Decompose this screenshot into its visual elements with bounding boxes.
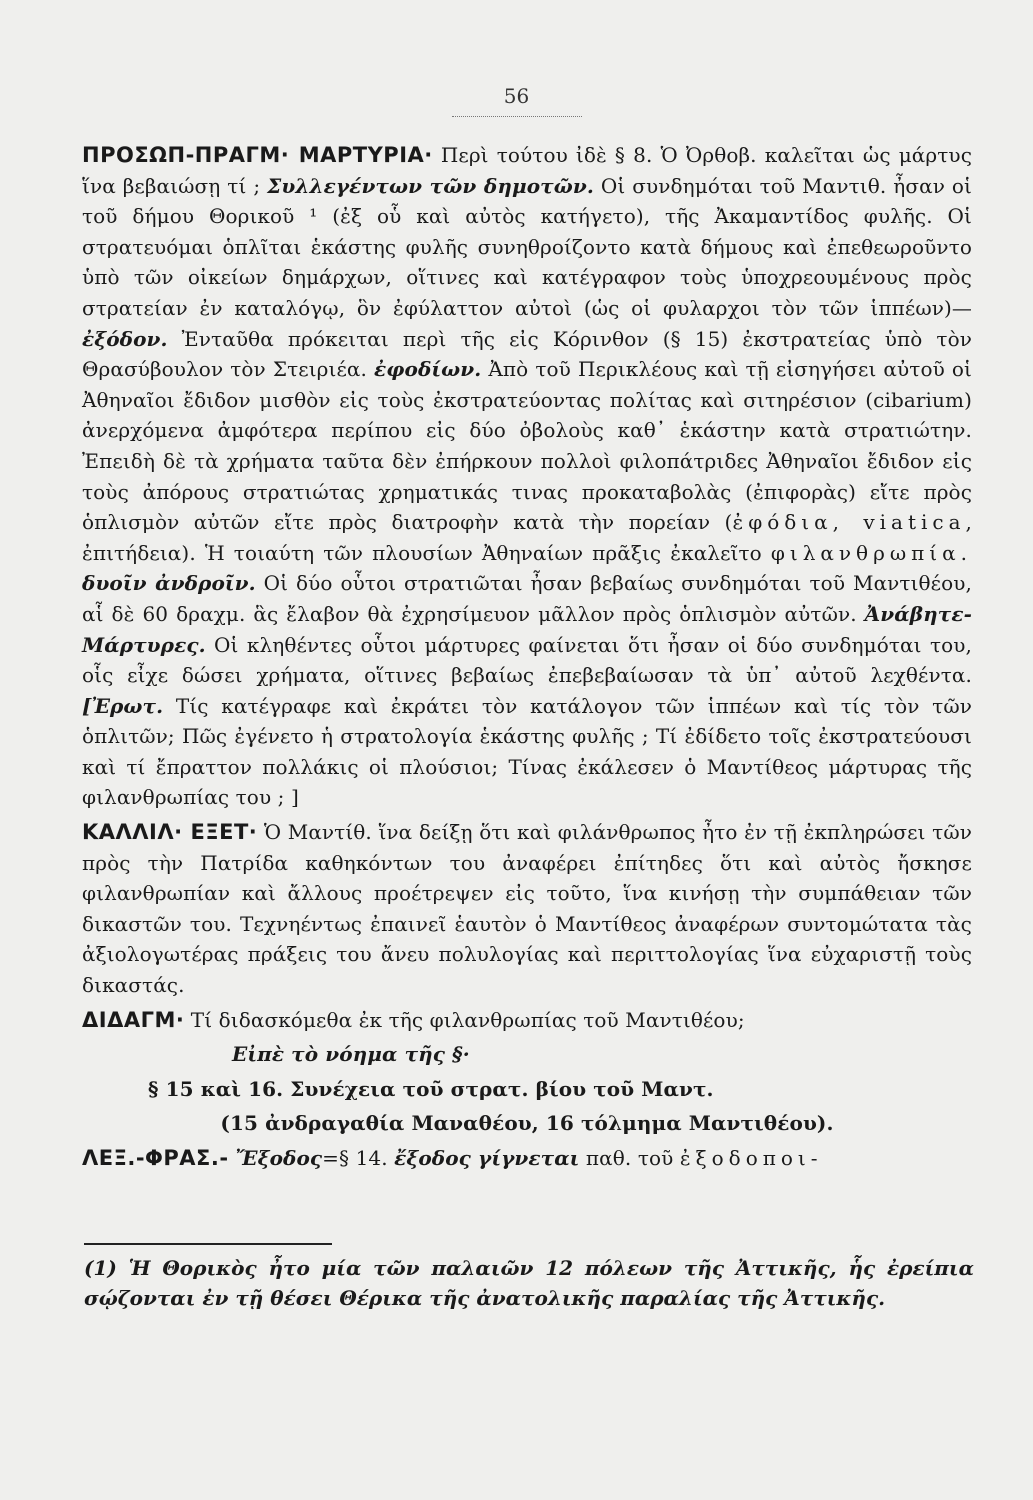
section-label-kallia: ΚΑΛΛΙΛ· ΕΞΕΤ· bbox=[82, 820, 258, 845]
term-span: ἔξοδος γίγνεται bbox=[394, 1146, 580, 1170]
text-span: =§ 14. bbox=[322, 1146, 395, 1170]
text-span: , ἐπιτήδεια). Ἡ τοιαύτη τῶν πλουσίων Ἀθηναίων πρᾶξις ἐκαλεῖτο bbox=[82, 510, 972, 565]
spaced-term: ἐξοδοποι- bbox=[679, 1146, 823, 1170]
page-number: 56 bbox=[503, 84, 530, 108]
text-span: Ἀπὸ τοῦ Περικλέους καὶ τῇ εἰσηγήσει αὐτοῦ οἱ Ἀθηναῖοι ἔδιδον μισθὸν εἰς τοὺς ἐκστρατεύοντας πολίτας καὶ σιτηρέσιον (cibarium) ἀνερχόμενα ἀμφότερα περίπου εἰς δύο ὀβολοὺς καθ᾽ ἑκάστην κατὰ στρατιώτην. Ἐπειδὴ δὲ τὰ χρήματα ταῦτα δὲν ἐπήρκουν πολλοὶ φιλοπάτριδες Ἀθηναῖοι ἔδιδον εἰς τοὺς ἀπόρους στρατιώτας χρηματικάς τινας προκαταβολὰς (ἐπιφορὰς) εἴτε πρὸς ὁπλισμὸν αὐτῶν εἴτε πρὸς διατροφὴν κατὰ τὴν πορείαν ( bbox=[82, 357, 972, 535]
footnote: (1) Ἡ Θορικὸς ἦτο μία τῶν παλαιῶν 12 πόλεων τῆς Ἀττικῆς, ἧς ἐρείπια σῴζονται ἐν τῇ θέσει Θέρικα τῆς ἀνατολικῆς παραλίας τῆς Ἀττικῆς. bbox=[84, 1256, 974, 1310]
footnote-rule bbox=[84, 1243, 332, 1245]
text-span: Τί διδασκόμεθα ἐκ τῆς φιλανθρωπίας τοῦ Μαντιθέου; bbox=[184, 1007, 745, 1032]
paragraph-subheading: (15 ἀνδραγαθία Μαναθέου, 16 τόλμημα Μαντιθέου). bbox=[220, 1111, 834, 1136]
text-span: Οἱ κληθέντες οὗτοι μάρτυρες φαίνεται ὅτι ἦσαν οἱ δύο συνδημόται του, οἷς εἶχε δώσει χρήματα, οἵτινες βεβαίως ἐπεβεβαίωσαν τὰ ὑπ᾽ αὐτοῦ λεχθέντα. bbox=[82, 632, 972, 688]
spaced-term: ἐφόδια, viatica bbox=[732, 510, 966, 535]
text-span: Οἱ δύο οὗτοι στρατιῶται ἦσαν βεβαίως συνδημόται τοῦ Μαντιθέου, αἷ δὲ 60 δραχμ. ἃς ἔλαβον θὰ ἐχρησίμευον μᾶλλον πρὸς ὁπλισμὸν αὐτῶν. bbox=[82, 571, 973, 626]
page-number-rule bbox=[452, 116, 582, 117]
text-span: Ἐνταῦθα πρόκειται περὶ τῆς εἰς Κόρινθον (§ 15) ἐκστρατείας ὑπὸ τὸν Θρασύβουλον τὸν Στειριέα. bbox=[82, 326, 972, 382]
term-span: [Ἐρωτ. bbox=[82, 693, 164, 718]
section-label-didagm: ΔΙΔΑΓΜ· bbox=[82, 1007, 185, 1032]
term-span: δυοῖν ἀνδροῖν. bbox=[82, 571, 256, 596]
text-span: Ὁ Μαντίθ. ἵνα δείξῃ ὅτι καὶ φιλάνθρωπος ἦτο ἐν τῇ ἐκπληρώσει τῶν πρὸς τὴν Πατρίδα καθηκόντων του ἀναφέρει ἐπίτηδες ὅτι καὶ αὐτὸς ἤσκησε φιλανθρωπίαν καὶ ἄλλους προέτρεψεν εἰς τοῦτο, ἵνα κινήσῃ τὴν συμπάθειαν τῶν δικαστῶν του. Τεχνηέντως ἐπαινεῖ ἑαυτὸν ὁ Μαντίθεος ἀναφέρων συντομώτατα τὰς ἀξιολογωτέρας πράξεις του ἄνευ πολυλογίας καὶ περιττολογίας ἵνα εὐχαριστῇ τοὺς δικαστάς. bbox=[82, 820, 972, 998]
text-span: Περὶ τούτου ἰδὲ § 8. Ὁ Ὀρθοβ. καλεῖται ὡς μάρτυς ἵνα βεβαιώσῃ τί ; bbox=[82, 143, 972, 198]
didagm-question: Εἰπὲ τὸ νόημα τῆς §· bbox=[232, 1042, 470, 1067]
main-text bbox=[82, 140, 972, 1174]
section-label-martyria: ΠΡΟΣΩΠ-ΠΡΑΓΜ· ΜΑΡΤΥΡΙΑ· bbox=[82, 143, 433, 167]
section-didagm bbox=[82, 1005, 972, 1036]
text-span: Οἱ συνδημόται τοῦ Μαντιθ. ἦσαν οἱ τοῦ δήμου Θορικοῦ ¹ (ἐξ οὗ καὶ αὐτὸς κατήγετο), τῆς Ἀκαμαντίδος φυλῆς. Οἱ στρατευόμαι ὁπλῖται ἑκάστης φυλῆς συνηθροίζοντο κατὰ δήμους καὶ ἐπεθεωροῦντο ὑπὸ τῶν οἰκείων δημάρχων, οἵτινες καὶ κατέγραφον τοὺς ὑποχρεουμένους πρὸς στρατείαν ἐν καταλόγῳ, ὃν ἐφύλαττον αὐτοὶ (ὡς οἱ φυλαρχοι τὸν τῶν ἱππέων)— bbox=[82, 173, 972, 320]
section-label-lexfras: ΛΕΞ.-ΦΡΑΣ.- bbox=[82, 1146, 229, 1170]
text-span: Τίς κατέγραφε καὶ ἐκράτει τὸν κατάλογον τῶν ἱππέων καὶ τίς τὸν τῶν ὁπλιτῶν; Πῶς ἐγένετο ἡ στρατολογία ἑκάστης φυλῆς ; Τί ἐδίδετο τοῖς ἐκστρατεύουσι καὶ τί ἔπραττον πολλάκις οἱ πλούσιοι; Τίνας ἐκάλεσεν ὁ Μαντίθεος μάρτυρας τῆς φιλανθρωπίας του ; ] bbox=[82, 693, 972, 810]
spaced-term: φιλανθρωπία. bbox=[770, 540, 972, 565]
paragraph-heading: § 15 καὶ 16. Συνέχεια τοῦ στρατ. βίου τοῦ Μαντ. bbox=[148, 1076, 714, 1101]
section-kallia bbox=[82, 817, 972, 1001]
text-span: παθ. τοῦ bbox=[579, 1146, 680, 1170]
section-martyria bbox=[82, 140, 972, 813]
term-span: ἐξόδον. bbox=[82, 326, 168, 351]
term-span: Ἔξοδος bbox=[228, 1146, 323, 1170]
term-span: Ἀνάβητε-Μάρτυρες. bbox=[82, 601, 972, 657]
section-lexfras bbox=[82, 1143, 972, 1174]
term-span: Συλλεγέντων τῶν δημοτῶν. bbox=[267, 173, 594, 198]
term-span: ἐφοδίων. bbox=[374, 357, 482, 382]
